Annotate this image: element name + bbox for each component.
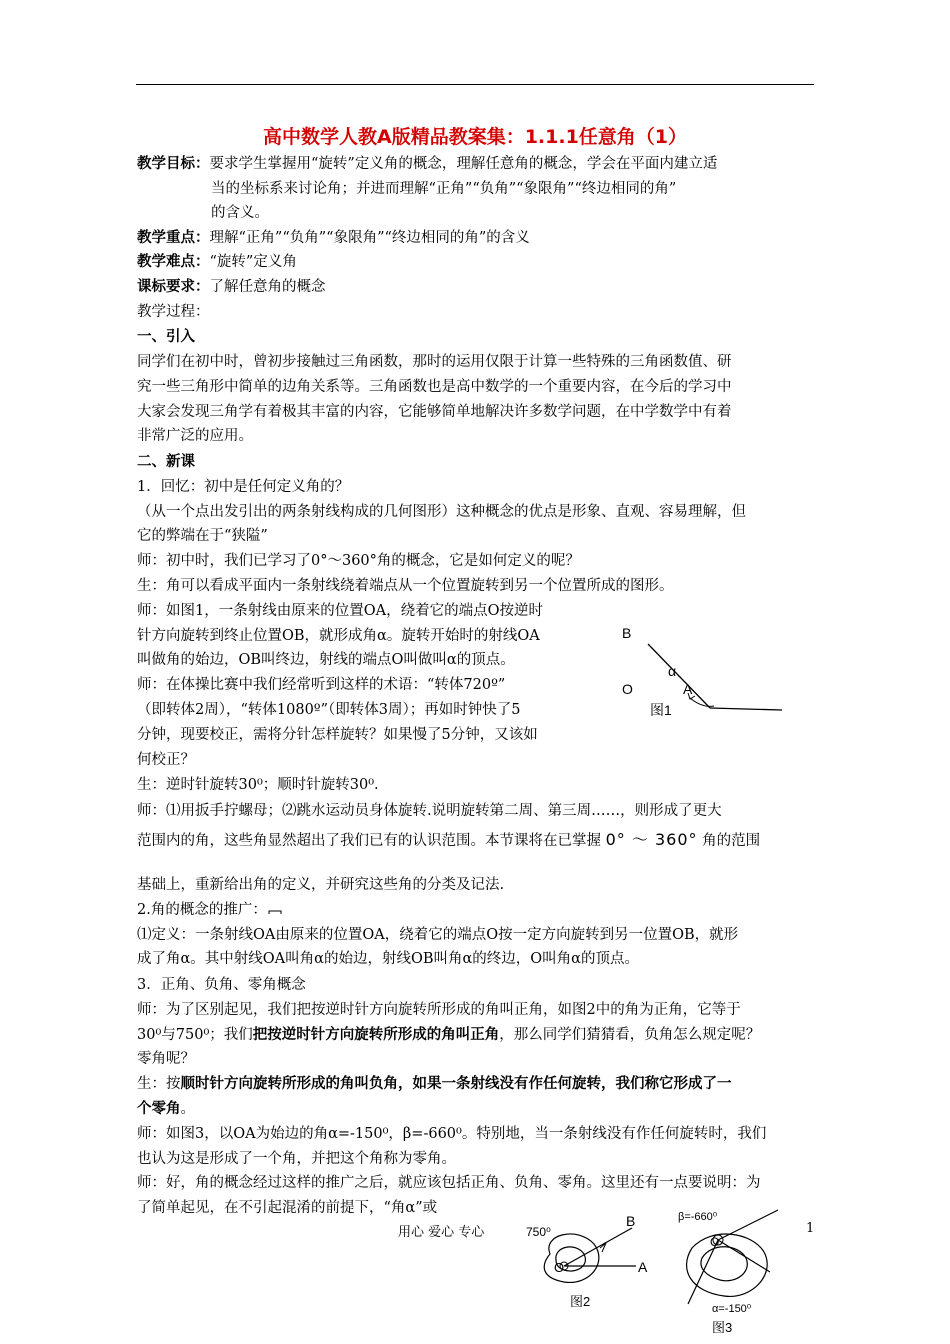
label-alpha: α — [668, 663, 677, 679]
text-line: 师：在体操比赛中我们经常听到这样的术语：“转体720º” — [137, 677, 506, 693]
ray-oa — [710, 708, 782, 710]
text-line: 生：角可以看成平面内一条射线绕着端点从一个位置旋转到另一个位置所成的图形。 — [137, 578, 674, 594]
bold-definition: 把按逆时针方向旋转所形成的角叫正角 — [252, 1026, 500, 1043]
figure-3 — [672, 1208, 792, 1338]
bold-definition: 个零角 — [137, 1100, 181, 1117]
label-a: A — [638, 1259, 648, 1275]
goal-text-1: 要求学生掌握用“旋转”定义角的概念，理解任意角的概念，学会在平面内建立适 — [209, 156, 718, 172]
label-750: 750⁰ — [526, 1225, 551, 1239]
text-line — [137, 900, 283, 920]
label-beta: β=-660⁰ — [678, 1211, 718, 1223]
difficulty-line — [137, 252, 297, 272]
label-a: A — [683, 681, 693, 697]
text-span: 角的范围 — [702, 833, 761, 849]
figure-2 — [520, 1210, 660, 1320]
ray-ob — [648, 644, 710, 708]
bold-definition: 顺时针方向旋转所形成的角叫负角，如果一条射线没有作任何旋转，我们称它形成了一 — [180, 1075, 732, 1092]
difficulty-text: “旋转”定义角 — [209, 254, 297, 270]
figure-2-caption: 图2 — [570, 1294, 591, 1309]
degree-range: 0° ～ 360° — [605, 830, 698, 849]
focus-text: 理解“正角”“负角”“象限角”“终边相同的角”的含义 — [209, 230, 530, 246]
text-line: 了简单起见，在不引起混淆的前提下，“角α”或 — [137, 1200, 438, 1216]
figure-3-caption: 图3 — [712, 1320, 733, 1335]
goal-line-2: 当的坐标系来讨论角；并进而理解“正角”“负角”“象限角”“终边相同的角” — [211, 181, 677, 197]
page-number: 1 — [806, 1221, 815, 1236]
text-line: 师：好，角的概念经过这样的推广之后，就应该包括正角、负角、零角。这里还有一点要说明：为 — [137, 1175, 761, 1191]
text-line: 师：⑴用扳手拧螺母；⑵跳水运动员身体旋转.说明旋转第二周、第三周……，则形成了更大 — [137, 803, 722, 819]
standard-line — [137, 277, 326, 297]
text-line — [137, 1099, 195, 1119]
text-span: 2.角的概念的推广： — [137, 902, 267, 918]
text-line: 它的弊端在于“狭隘” — [137, 528, 268, 544]
text-span: 。 — [180, 1101, 195, 1117]
text-line: （从一个点出发引出的两条射线构成的几何图形）这种概念的优点是形象、直观、容易理解，但 — [137, 504, 746, 520]
text-line: 师：如图3，以OA为始边的角α=-150⁰，β=-660⁰。特别地，当一条射线没有作任何旋转时，我们 — [137, 1126, 767, 1142]
standard-label: 课标要求： — [137, 278, 210, 295]
text-line: 分钟，现要校正，需将分针怎样旋转？如果慢了5分钟，又该如 — [137, 727, 538, 743]
text-line: 基础上，重新给出角的定义，并研究这些角的分类及记法. — [137, 877, 505, 893]
label-o: O — [622, 681, 633, 697]
text-span: ，那么同学们猜猜看，负角怎么规定呢？ — [499, 1027, 761, 1043]
text-span: 生：按 — [137, 1076, 181, 1092]
spiral-outer — [544, 1234, 599, 1282]
text-line: 何校正？ — [137, 752, 195, 768]
text-line — [137, 830, 760, 851]
process-label: 教学过程： — [137, 304, 210, 320]
text-line: 师：为了区别起见，我们把按逆时针方向旋转所形成的角叫正角，如图2中的角为正角，它等于 — [137, 1002, 741, 1018]
footer-motto: 用心 爱心 专心 — [398, 1225, 485, 1240]
section-2-heading: 二、新课 — [137, 453, 195, 470]
focus-label: 教学重点： — [137, 229, 210, 246]
text-line: 成了角α。其中射线OA叫角α的始边，射线OB叫角α的终边，O叫角α的顶点。 — [137, 951, 639, 967]
text-line: 也认为这是形成了一个角，并把这个角称为零角。 — [137, 1151, 456, 1167]
ray-oa — [718, 1240, 770, 1272]
text-line: 1．回忆：初中是任何定义角的？ — [137, 479, 350, 495]
label-o: O — [554, 1260, 565, 1275]
text-line: ⑴定义：一条射线OA由原来的位置OA，绕着它的端点O按一定方向旋转到另一位置OB，就形 — [137, 927, 739, 943]
page-title: 高中数学人教A版精品教案集：1.1.1任意角（1） — [262, 126, 688, 148]
intro-line-2: 究一些三角形中简单的边角关系等。三角函数也是高中数学的一个重要内容，在今后的学习中 — [137, 379, 732, 395]
figure-1-caption: 图1 — [650, 702, 672, 718]
text-line: 师：初中时，我们已学习了0°～360°角的概念，它是如何定义的呢？ — [137, 553, 580, 569]
text-line: 3．正角、负角、零角概念 — [137, 977, 306, 993]
figure-1 — [610, 618, 820, 728]
spiral-inner — [701, 1247, 747, 1281]
ray-beta — [718, 1210, 778, 1240]
text-line: 针方向旋转到终止位置OB，就形成角α。旋转开始时的射线OA — [137, 628, 540, 644]
spiral-outer — [687, 1234, 768, 1296]
standard-text: 了解任意角的概念 — [209, 279, 326, 295]
intro-line-1: 同学们在初中时，曾初步接触过三角函数，那时的运用仅限于计算一些特殊的三角函数值、研 — [137, 354, 732, 370]
text-line: 零角呢？ — [137, 1051, 195, 1067]
text-line: 叫做角的始边，OB叫终边，射线的端点O叫做叫α的顶点。 — [137, 652, 515, 668]
text-line: （即转体2周），“转体1080º”（即转体3周）；再如时钟快了5 — [137, 702, 521, 718]
label-b: B — [626, 1213, 636, 1229]
header-rule — [136, 84, 814, 85]
text-span: 范围内的角，这些角显然超出了我们已有的认识范围。本节课将在已掌握 — [137, 833, 601, 849]
text-line: 师：如图1，一条射线由原来的位置OA，绕着它的端点O按逆时 — [137, 603, 543, 619]
goal-line-3: 的含义。 — [211, 205, 269, 221]
intro-line-3: 大家会发现三角学有着极其丰富的内容，它能够简单地解决许多数学问题，在中学数学中有着 — [137, 404, 732, 420]
section-1-heading: 一、引入 — [137, 328, 195, 345]
goal-line-1 — [137, 154, 717, 174]
text-line — [137, 1074, 732, 1094]
placeholder-mark — [267, 902, 283, 916]
label-alpha: α=-150⁰ — [712, 1303, 752, 1315]
text-line — [137, 1025, 760, 1045]
label-o: O — [710, 1235, 720, 1249]
focus-line — [137, 228, 530, 248]
text-line: 生：逆时针旋转30⁰；顺时针旋转30⁰. — [137, 777, 379, 793]
goal-label: 教学目标： — [137, 155, 210, 172]
intro-line-4: 非常广泛的应用。 — [137, 428, 253, 444]
text-span: 30⁰与750⁰；我们 — [137, 1027, 253, 1043]
difficulty-label: 教学难点： — [137, 253, 210, 270]
label-b: B — [622, 625, 632, 641]
